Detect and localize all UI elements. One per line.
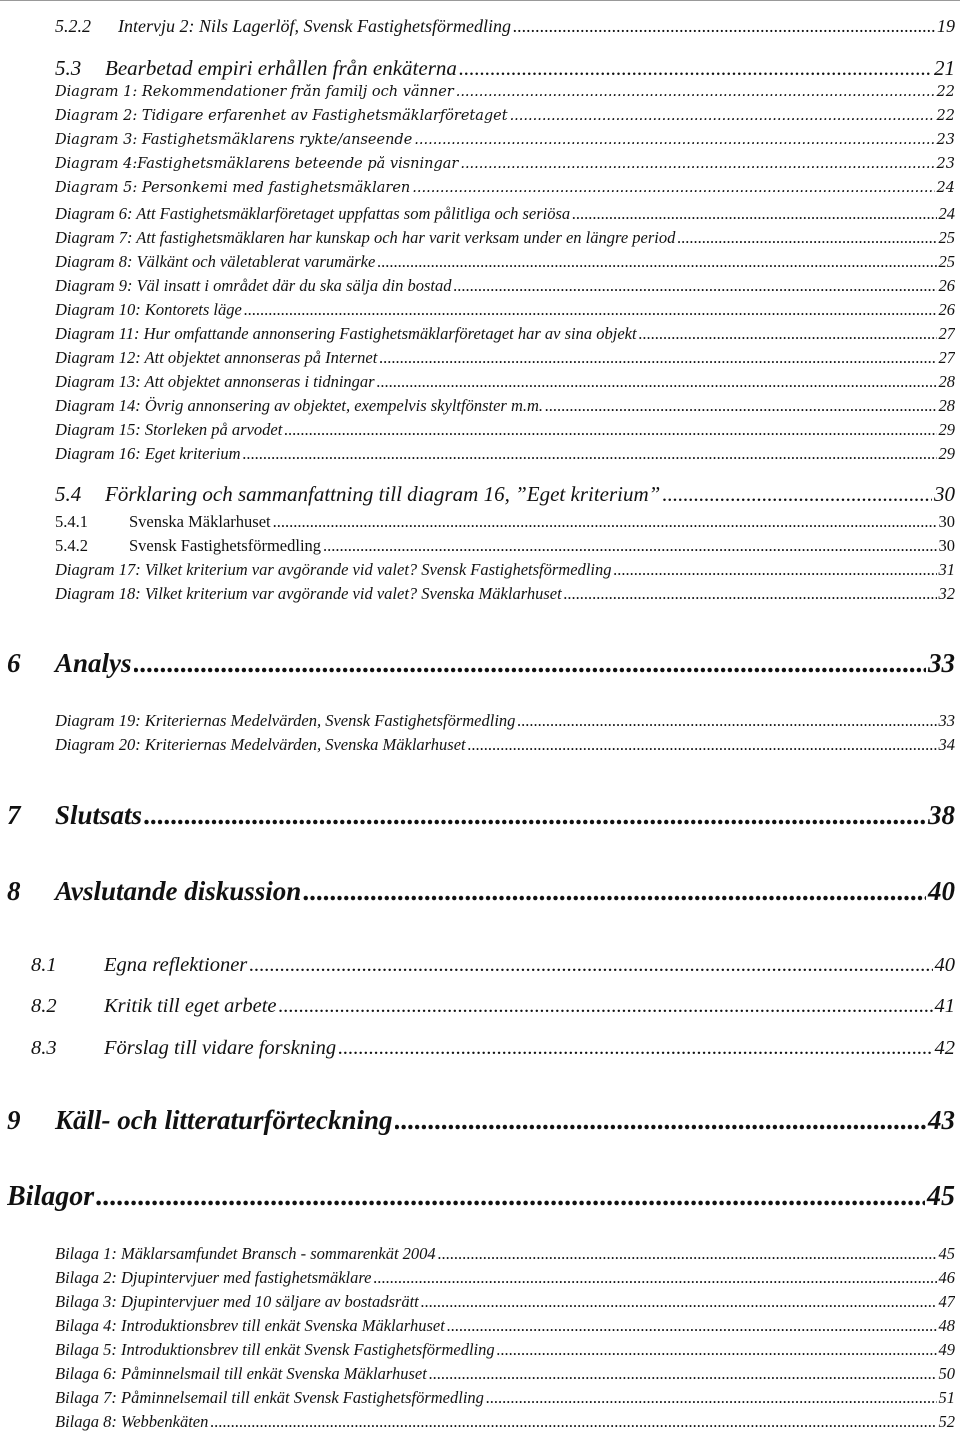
toc-entry-number: 5.3: [55, 56, 82, 80]
toc-entry[interactable]: [55, 16, 955, 37]
toc-entry-page: 27: [938, 324, 955, 343]
toc-entry-page: 45: [938, 1244, 955, 1263]
dot-leader: [273, 512, 937, 532]
dot-leader: [545, 396, 936, 416]
dot-leader: [460, 156, 934, 172]
toc-chapter-entry[interactable]: [7, 1181, 955, 1213]
dot-leader: [414, 132, 934, 148]
dot-leader: [374, 1268, 937, 1288]
toc-entry-page: 38: [928, 800, 955, 830]
toc-entry-title: Förslag till vidare forskning: [104, 1037, 337, 1059]
dot-leader: [468, 735, 937, 755]
toc-entry[interactable]: [55, 711, 955, 731]
toc-entry[interactable]: [31, 954, 955, 977]
toc-entry-page: 52: [938, 1412, 955, 1431]
dot-leader: [662, 482, 932, 507]
toc-entry[interactable]: [55, 1292, 955, 1312]
toc-entry-page: 26: [938, 300, 955, 319]
dot-leader: [510, 108, 935, 124]
toc-entry[interactable]: [55, 584, 955, 604]
toc-entry-page: 25: [938, 252, 955, 271]
toc-entry[interactable]: [55, 512, 955, 532]
toc-entry-page: 27: [938, 348, 955, 367]
toc-entry-page: 29: [938, 420, 955, 439]
dot-leader: [459, 56, 932, 81]
toc-chapter-entry[interactable]: [7, 800, 955, 831]
toc-entry[interactable]: [55, 482, 955, 507]
toc-entry[interactable]: [55, 1412, 955, 1432]
dot-leader: [249, 954, 932, 977]
toc-entry[interactable]: [55, 1364, 955, 1384]
toc-entry-page: 50: [938, 1364, 955, 1383]
toc-entry-title: Diagram 18: Vilket kriterium var avgörande vid valet? Svenska Mäklarhuset: [55, 584, 562, 603]
toc-entry-title: Diagram 7: Att fastighetsmäklaren har kunskap och har varit verksam under en längre period: [55, 228, 676, 247]
dot-leader: [438, 1244, 937, 1264]
toc-entry-number: 8: [7, 876, 21, 906]
toc-entry-page: 33: [928, 648, 955, 678]
top-rule: [0, 0, 960, 1]
toc-chapter-entry[interactable]: [7, 876, 955, 907]
toc-entry-title: Intervju 2: Nils Lagerlöf, Svensk Fastighetsförmedling: [118, 16, 511, 36]
toc-entry-number: 7: [7, 800, 21, 830]
toc-entry-title: Kritik till eget arbete: [104, 995, 277, 1017]
toc-entry-page: 19: [937, 16, 955, 36]
dot-leader: [486, 1388, 937, 1408]
dot-leader: [677, 228, 936, 248]
toc-entry-page: 40: [928, 876, 955, 906]
toc-entry[interactable]: [55, 156, 955, 172]
toc-entry-number: 5.4: [55, 482, 82, 506]
toc-entry-title: Bilagor: [7, 1181, 95, 1212]
toc-entry-title: Egna reflektioner: [104, 954, 248, 976]
toc-entry-page: 30: [934, 482, 955, 506]
toc-entry-page: 34: [938, 735, 955, 754]
toc-entry-page: 51: [938, 1388, 955, 1407]
toc-entry[interactable]: [31, 1037, 955, 1060]
toc-entry-title: Bilaga 4: Introduktionsbrev till enkät Svenska Mäklarhuset: [55, 1316, 445, 1335]
toc-entry-page: 21: [934, 56, 955, 80]
toc-entry-number: 8.1: [31, 954, 57, 976]
toc-entry-title: Bilaga 2: Djupintervjuer med fastighetsmäklare: [55, 1268, 372, 1287]
toc-entry[interactable]: [55, 1388, 955, 1408]
toc-entry-title: Förklaring och sammanfattning till diagram 16, ”Eget kriterium”: [105, 482, 661, 506]
dot-leader: [244, 300, 937, 320]
toc-entry-title: Diagram 15: Storleken på arvodet: [55, 420, 283, 439]
dot-leader: [377, 372, 937, 392]
dot-leader: [564, 584, 937, 604]
toc-entry-title: Analys: [55, 648, 132, 678]
toc-entry-title: Diagram 10: Kontorets läge: [55, 300, 242, 319]
dot-leader: [243, 444, 937, 464]
toc-entry-title: Avslutande diskussion: [55, 876, 302, 906]
toc-entry[interactable]: [55, 108, 955, 124]
toc-entry-title: Slutsats: [55, 800, 143, 830]
toc-entry-number: 5.4.2: [55, 536, 88, 555]
toc-entry-number: 6: [7, 648, 21, 678]
toc-entry-title: Svenska Mäklarhuset: [129, 512, 271, 531]
toc-entry[interactable]: [55, 1316, 955, 1336]
toc-entry-title: Diagram 17: Vilket kriterium var avgörande vid valet? Svensk Fastighetsförmedling: [55, 560, 612, 579]
toc-entry-page: 48: [938, 1316, 955, 1335]
toc-entry[interactable]: [55, 444, 955, 464]
toc-entry-title: Diagram 5: Personkemi med fastighetsmäklaren: [55, 180, 411, 196]
toc-entry-page: 23: [936, 156, 955, 172]
toc-entry-page: 26: [938, 276, 955, 295]
toc-entry[interactable]: [31, 995, 955, 1018]
toc-entry-page: 28: [938, 372, 955, 391]
dot-leader: [134, 648, 926, 679]
toc-entry-page: 25: [938, 228, 955, 247]
toc-entry[interactable]: [55, 228, 955, 248]
toc-entry[interactable]: [55, 396, 955, 416]
toc-entry-page: 22: [936, 84, 955, 100]
toc-entry[interactable]: [55, 204, 955, 224]
toc-entry-page: 24: [938, 204, 955, 223]
toc-entry-title: Diagram 4:Fastighetsmäklarens beteende på visningar: [55, 156, 459, 172]
toc-entry-title: Bilaga 3: Djupintervjuer med 10 säljare av bostadsrätt: [55, 1292, 419, 1311]
toc-entry-title: Bilaga 5: Introduktionsbrev till enkät Svensk Fastighetsförmedling: [55, 1340, 495, 1359]
toc-entry-title: Diagram 3: Fastighetsmäklarens rykte/anseende: [55, 132, 413, 148]
toc-entry-title: Diagram 13: Att objektet annonseras i tidningar: [55, 372, 375, 391]
dot-leader: [421, 1292, 937, 1312]
toc-entry-title: Diagram 1: Rekommendationer från familj och vänner: [55, 84, 454, 100]
toc-entry-title: Diagram 12: Att objektet annonseras på Internet: [55, 348, 378, 367]
toc-entry[interactable]: [55, 1268, 955, 1288]
dot-leader: [377, 252, 936, 272]
toc-entry-page: 46: [938, 1268, 955, 1287]
toc-entry-title: Diagram 11: Hur omfattande annonsering Fastighetsmäklarföretaget har av sina objekt: [55, 324, 637, 343]
toc-entry-page: 32: [938, 584, 955, 603]
toc-entry[interactable]: [55, 324, 955, 344]
dot-leader: [96, 1181, 925, 1213]
toc-chapter-entry[interactable]: [7, 648, 955, 679]
toc-entry-title: Bilaga 1: Mäklarsamfundet Bransch - sommarenkät 2004: [55, 1244, 436, 1263]
toc-entry-title: Diagram 9: Väl insatt i området där du ska sälja din bostad: [55, 276, 452, 295]
toc-entry-page: 41: [934, 995, 955, 1017]
dot-leader: [323, 536, 936, 556]
dot-leader: [572, 204, 936, 224]
toc-entry-title: Diagram 14: Övrig annonsering av objektet, exempelvis skyltfönster m.m.: [55, 396, 544, 415]
dot-leader: [447, 1316, 937, 1336]
toc-entry[interactable]: [55, 252, 955, 272]
toc-entry[interactable]: [55, 536, 955, 556]
toc-entry-page: 40: [934, 954, 955, 976]
toc-entry-number: 5.2.2: [55, 16, 91, 36]
dot-leader: [303, 876, 926, 907]
toc-entry-page: 42: [934, 1037, 955, 1059]
toc-entry[interactable]: [55, 56, 955, 81]
dot-leader: [429, 1364, 937, 1384]
toc-entry-title: Diagram 6: Att Fastighetsmäklarföretaget uppfattas som pålitliga och seriösa: [55, 204, 571, 223]
toc-entry-title: Bilaga 7: Påminnelsemail till enkät Svensk Fastighetsförmedling: [55, 1388, 484, 1407]
toc-entry-page: 30: [938, 536, 955, 555]
toc-entry-page: 30: [938, 512, 955, 531]
dot-leader: [395, 1105, 926, 1136]
toc-entry-title: Bilaga 8: Webbenkäten: [55, 1412, 209, 1431]
toc-entry-title: Diagram 19: Kriteriernas Medelvärden, Svensk Fastighetsförmedling: [55, 711, 516, 730]
toc-entry-page: 33: [938, 711, 955, 730]
toc-chapter-entry[interactable]: [7, 1105, 955, 1136]
toc-entry-page: 45: [927, 1181, 955, 1212]
toc-entry-title: Bearbetad empiri erhållen från enkäterna: [105, 56, 457, 80]
toc-entry-title: Svensk Fastighetsförmedling: [129, 536, 322, 555]
dot-leader: [412, 180, 934, 196]
toc-entry-page: 43: [928, 1105, 955, 1135]
toc-entry-title: Diagram 2: Tidigare erfarenhet av Fastighetsmäklarföretaget: [55, 108, 508, 124]
dot-leader: [497, 1340, 937, 1360]
toc-entry[interactable]: [55, 132, 955, 148]
dot-leader: [338, 1037, 932, 1060]
toc-entry[interactable]: [55, 84, 955, 100]
toc-entry-title: Diagram 8: Välkänt och väletablerat varumärke: [55, 252, 376, 271]
toc-entry[interactable]: [55, 1340, 955, 1360]
toc-entry[interactable]: [55, 735, 955, 755]
toc-entry-page: 28: [938, 396, 955, 415]
toc-entry-title: Diagram 16: Eget kriterium: [55, 444, 241, 463]
toc-entry-number: 8.2: [31, 995, 57, 1017]
toc-entry[interactable]: [55, 1244, 955, 1264]
dot-leader: [517, 711, 936, 731]
toc-entry-number: 5.4.1: [55, 512, 88, 531]
toc-entry[interactable]: [55, 348, 955, 368]
toc-entry-title: Bilaga 6: Påminnelsmail till enkät Svenska Mäklarhuset: [55, 1364, 427, 1383]
toc-entry[interactable]: [55, 276, 955, 296]
toc-entry-page: 31: [938, 560, 955, 579]
dot-leader: [453, 276, 936, 296]
toc-entry[interactable]: [55, 420, 955, 440]
toc-entry[interactable]: [55, 372, 955, 392]
toc-entry-page: 23: [936, 132, 955, 148]
toc-entry-page: 49: [938, 1340, 955, 1359]
toc-entry-page: 24: [936, 180, 955, 196]
toc-entry-page: 22: [936, 108, 955, 124]
toc-entry-number: 9: [7, 1105, 21, 1135]
dot-leader: [513, 16, 935, 37]
toc-entry-page: 47: [938, 1292, 955, 1311]
dot-leader: [210, 1412, 936, 1432]
toc-entry-page: 29: [938, 444, 955, 463]
toc-entry-title: Diagram 20: Kriteriernas Medelvärden, Svenska Mäklarhuset: [55, 735, 466, 754]
dot-leader: [284, 420, 936, 440]
toc-entry-number: 8.3: [31, 1037, 57, 1059]
toc-entry[interactable]: [55, 300, 955, 320]
toc-entry-title: Käll- och litteraturförteckning: [55, 1105, 393, 1135]
dot-leader: [456, 84, 935, 100]
toc-entry[interactable]: [55, 560, 955, 580]
dot-leader: [379, 348, 936, 368]
toc-entry[interactable]: [55, 180, 955, 196]
dot-leader: [279, 995, 933, 1018]
dot-leader: [613, 560, 936, 580]
dot-leader: [144, 800, 926, 831]
dot-leader: [639, 324, 937, 344]
